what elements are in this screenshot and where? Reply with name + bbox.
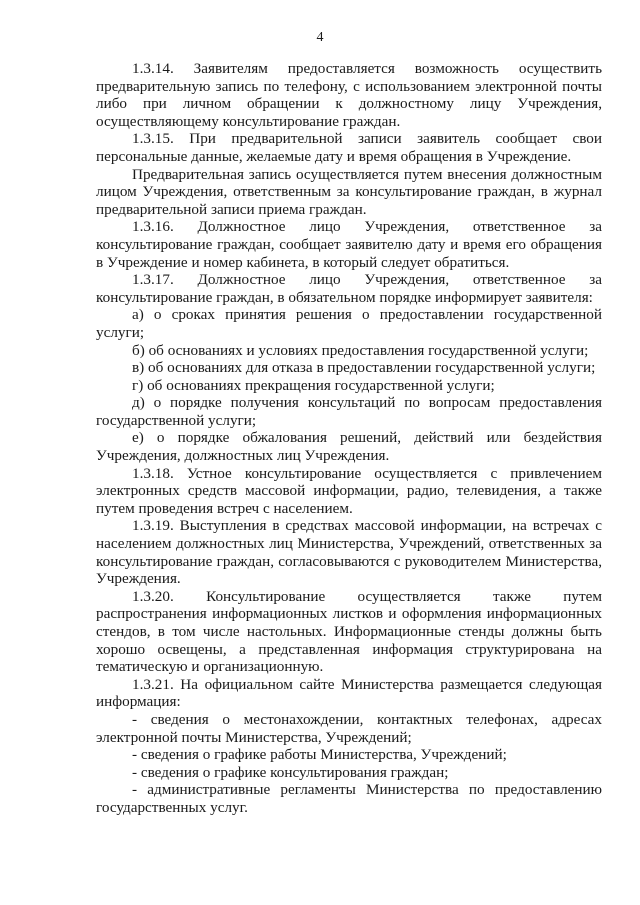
list-item-d: д) о порядке получения консультаций по вопросам предоставления государственной услуги;	[96, 394, 602, 429]
bullet-work-schedule: - сведения о графике работы Министерства, Учреждений;	[132, 746, 507, 764]
bullet-admin-regulations: - административные регламенты Министерства по предоставлению государственных услуг.	[96, 781, 602, 816]
list-item-g: г) об основаниях прекращения государственной услуги;	[132, 376, 495, 394]
paragraph-1-3-19: 1.3.19. Выступления в средствах массовой информации, на встречах с населением должностных лиц Министерства, Учреждений, ответственных за консультирование граждан, согласовываются с руководителем Министерства, Учреждения.	[96, 517, 602, 588]
paragraph-1-3-17: 1.3.17. Должностное лицо Учреждения, ответственное за консультирование граждан, в обязательном порядке информирует заявителя:	[96, 271, 602, 306]
paragraph-1-3-15: 1.3.15. При предварительной записи заявитель сообщает свои персональные данные, желаемые дату и время обращения в Учреждение.	[96, 130, 602, 165]
list-item-v: в) об основаниях для отказа в предоставлении государственной услуги;	[132, 359, 596, 377]
paragraph-1-3-18: 1.3.18. Устное консультирование осуществляется с привлечением электронных средств массовой информации, радио, телевидения, а также путем проведения встреч с населением.	[96, 464, 602, 517]
document-body	[96, 60, 602, 817]
bullet-location-contacts: - сведения о местонахождении, контактных телефонах, адресах электронной почты Министерства, Учреждений;	[96, 710, 602, 746]
list-item-b: б) об основаниях и условиях предоставления государственной услуги;	[132, 341, 589, 359]
list-item-a: а) о сроках принятия решения о предоставлении государственной услуги;	[96, 306, 602, 341]
page-number: 4	[316, 30, 324, 45]
paragraph-1-3-21: 1.3.21. На официальном сайте Министерства размещается следующая информация:	[96, 675, 602, 711]
bullet-consulting-schedule: - сведения о графике консультирования граждан;	[132, 763, 449, 781]
paragraph-1-3-20: 1.3.20. Консультирование осуществляется также путем распространения информационных листков и оформления информационных стендов, в том числе настольных. Информационные стенды должны быть хорошо освещены, а представленная информация структурирована на тематическую и организационную.	[96, 587, 602, 676]
paragraph-1-3-16: 1.3.16. Должностное лицо Учреждения, ответственное за консультирование граждан, сообщает заявителю дату и время его обращения в Учреждение и номер кабинета, в который следует обратиться.	[96, 218, 602, 271]
list-item-e: е) о порядке обжалования решений, действий или бездействия Учреждения, должностных лиц Учреждения.	[96, 429, 602, 465]
paragraph-preliminary-record: Предварительная запись осуществляется путем внесения должностным лицом Учреждения, ответственным за консультирование граждан, в журнал предварительной записи приема граждан.	[96, 165, 602, 218]
paragraph-1-3-14: 1.3.14. Заявителям предоставляется возможность осуществить предварительную запись по телефону, с использованием электронной почты либо при личном обращении к должностному лицу Учреждения, осуществляющему консультирование граждан.	[96, 60, 602, 130]
